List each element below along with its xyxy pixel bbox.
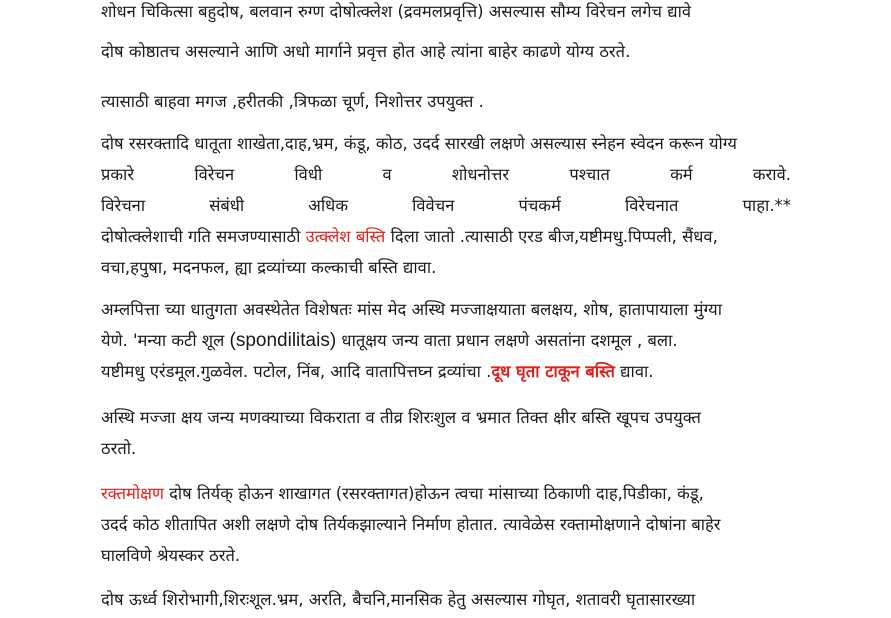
text-line: उदर्द कोठ शीतापित अशी लक्षणे दोष तिर्यकझाल्याने निर्माण होतात. त्यावेळेस रक्तामोक्षणाने दोषांना बाहेर: [101, 515, 721, 534]
paragraph-kostha: [101, 36, 791, 67]
text-line: [101, 221, 791, 252]
text-segment: दोष तिर्यक् होऊन शाखागत (रसरक्तागत)होऊन त्वचा मांसाच्या ठिकाणी दाह,पिडीका, कंडू,: [163, 484, 704, 503]
text-segment: दिला जातो .त्यासाठी एरड बीज,यष्टीमधु.पिप्पली, सैंधव,: [385, 227, 718, 246]
paragraph-shodhan: [101, 0, 791, 27]
text-segment: येणे. 'मन्या कटी शूल: [101, 331, 230, 350]
paragraph-amlapitta: [101, 294, 791, 387]
text-segment: यष्टीमधु एरंडमूल.गुळवेल. पटोल, निंब, आदि वातापित्तघ्न द्रव्यांचा .: [101, 362, 492, 381]
paragraph-virechan: [101, 128, 791, 283]
text-line: वचा,हपुषा, मदनफल, ह्या द्रव्यांच्या कल्काची बस्ति द्यावा.: [101, 258, 437, 277]
paragraph-urdhva: [101, 584, 791, 615]
raktamokshan-link[interactable]: रक्तमोक्षण: [101, 484, 164, 503]
text-line: दोष ऊर्ध्व शिरोभागी,शिरःशूल.भ्रम, अरति, बैचनि,मानसिक हेतु असल्यास गोघृत, शतावरी घृतासारख्या: [101, 590, 696, 609]
text-line: [101, 356, 791, 387]
dudh-ghrita-basti-highlight: दूध घृता टाकून बस्ति: [491, 362, 615, 381]
text-line: अम्लपित्ता च्या धातुगता अवस्थेतेत विशेषतः मांस मेद अस्थि मज्जाक्षयाता बलक्षय, शोष, हातापायाला मुंग्या: [101, 300, 722, 319]
text-line: अस्थि मज्जा क्षय जन्य मणक्याच्या विकराता व तीव्र शिरःशुल व भ्रमात तिक्त क्षीर बस्ति खूपच उपयुक्त: [101, 408, 701, 427]
text-line: ठरतो.: [101, 439, 137, 458]
utklesh-basti-link[interactable]: उत्क्लेश बस्ति: [305, 227, 386, 246]
text-line: त्यासाठी बाहवा मगज ,हरीतकी ,त्रिफळा चूर्ण, निशोत्तर उपयुक्त .: [101, 92, 484, 111]
text-line: दोष कोष्ठातच असल्याने आणि अधो मार्गाने प्रवृत्त होत आहे त्यांना बाहेर काढणे योग्य ठरते.: [101, 42, 631, 61]
paragraph-remedies: [101, 86, 791, 117]
english-term: (spondilitais): [229, 330, 337, 351]
text-line: शोधन चिकित्सा बहुदोष, बलवान रुग्ण दोषोत्क्लेश (द्रवमलप्रवृत्ति) असल्यास सौम्य विरेचन लगेच द्यावे: [101, 2, 692, 21]
text-line: [101, 478, 791, 509]
text-line: दोष रसरक्तादि धातूता शाखेता,दाह,भ्रम, कंडू, कोठ, उदर्द सारखी लक्षणे असल्यास स्नेहन स्वेदन करून योग्य: [101, 134, 738, 153]
text-line: विरेचना संबंधी अधिक विवेचन पंचकर्म विरेचनात पाहा.**: [101, 196, 791, 215]
text-segment: दोषोत्क्लेशाची गति समजण्यासाठी: [101, 227, 306, 246]
text-segment: धातूक्षय जन्य वाता प्रधान लक्षणे असतांना दशमूल , बला.: [336, 331, 678, 350]
text-line: प्रकारे विरेचन विधी व शोधनोत्तर पश्चात कर्म करावे.: [101, 165, 791, 184]
text-line: घालविणे श्रेयस्कर ठरते.: [101, 546, 241, 565]
text-segment: द्यावा.: [614, 362, 654, 381]
text-line: [101, 325, 791, 356]
paragraph-raktamokshan: [101, 478, 791, 571]
paragraph-asthi-majja: [101, 402, 791, 464]
